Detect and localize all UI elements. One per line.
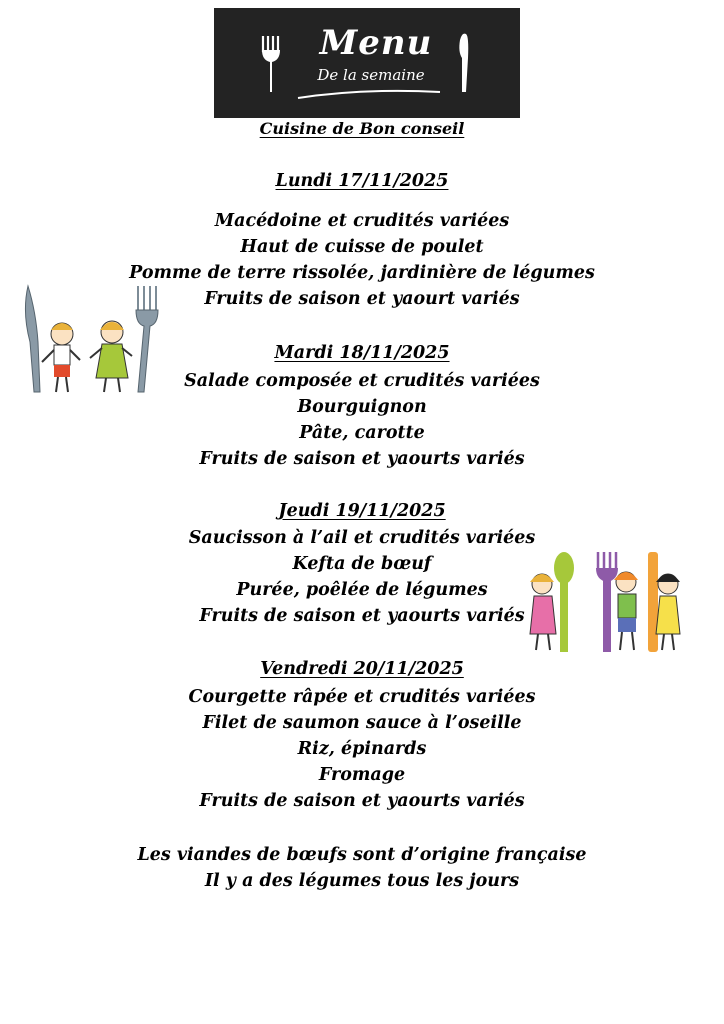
- note-line: Il y a des légumes tous les jours: [204, 871, 520, 891]
- fork-icon: [136, 286, 158, 392]
- knife-icon: [456, 32, 472, 94]
- menu-item: Haut de cuisse de poulet: [240, 237, 484, 257]
- menu-title: Menu: [319, 23, 433, 63]
- kids-colored-cutlery-illustration: [520, 550, 684, 656]
- swoosh-underline: [294, 86, 444, 102]
- menu-banner: [214, 8, 520, 118]
- menu-item: Fruits de saison et yaourts variés: [199, 791, 525, 811]
- note-line: Les viandes de bœufs sont d’origine française: [137, 845, 587, 865]
- boy-figure: [42, 323, 80, 392]
- day-heading-vendredi: Vendredi 20/11/2025: [260, 659, 464, 679]
- menu-item: Fromage: [318, 765, 406, 785]
- menu-item: Filet de saumon sauce à l’oseille: [202, 713, 522, 733]
- knife-icon: [648, 552, 658, 652]
- menu-item: Macédoine et crudités variées: [214, 211, 510, 231]
- fork-icon: [596, 552, 618, 652]
- day-heading-jeudi: Jeudi 19/11/2025: [278, 501, 446, 521]
- menu-item: Bourguignon: [297, 397, 427, 417]
- menu-item: Pomme de terre rissolée, jardinière de légumes: [129, 263, 595, 283]
- menu-item: Fruits de saison et yaourt variés: [204, 289, 520, 309]
- knife-icon: [25, 286, 40, 392]
- spoon-icon: [554, 552, 574, 652]
- menu-item: Saucisson à l’ail et crudités variées: [188, 528, 536, 548]
- menu-item: Fruits de saison et yaourts variés: [199, 449, 525, 469]
- day-heading-lundi: Lundi 17/11/2025: [275, 171, 449, 191]
- girl-figure: [656, 574, 680, 650]
- menu-item: Pâte, carotte: [299, 423, 425, 443]
- day-heading-mardi: Mardi 18/11/2025: [274, 343, 450, 363]
- girl-figure: [530, 574, 556, 650]
- boy-figure: [614, 572, 638, 650]
- menu-item: Kefta de bœuf: [292, 554, 432, 574]
- menu-subtitle: De la semaine: [317, 66, 425, 84]
- fork-icon: [260, 36, 282, 94]
- kids-cutlery-illustration: [20, 282, 160, 398]
- menu-item: Purée, poêlée de légumes: [236, 580, 488, 600]
- menu-item: Salade composée et crudités variées: [184, 371, 540, 391]
- menu-item: Fruits de saison et yaourts variés: [199, 606, 525, 626]
- girl-figure: [90, 321, 132, 392]
- menu-item: Riz, épinards: [297, 739, 427, 759]
- menu-item: Courgette râpée et crudités variées: [188, 687, 536, 707]
- restaurant-name: Cuisine de Bon conseil: [259, 119, 465, 138]
